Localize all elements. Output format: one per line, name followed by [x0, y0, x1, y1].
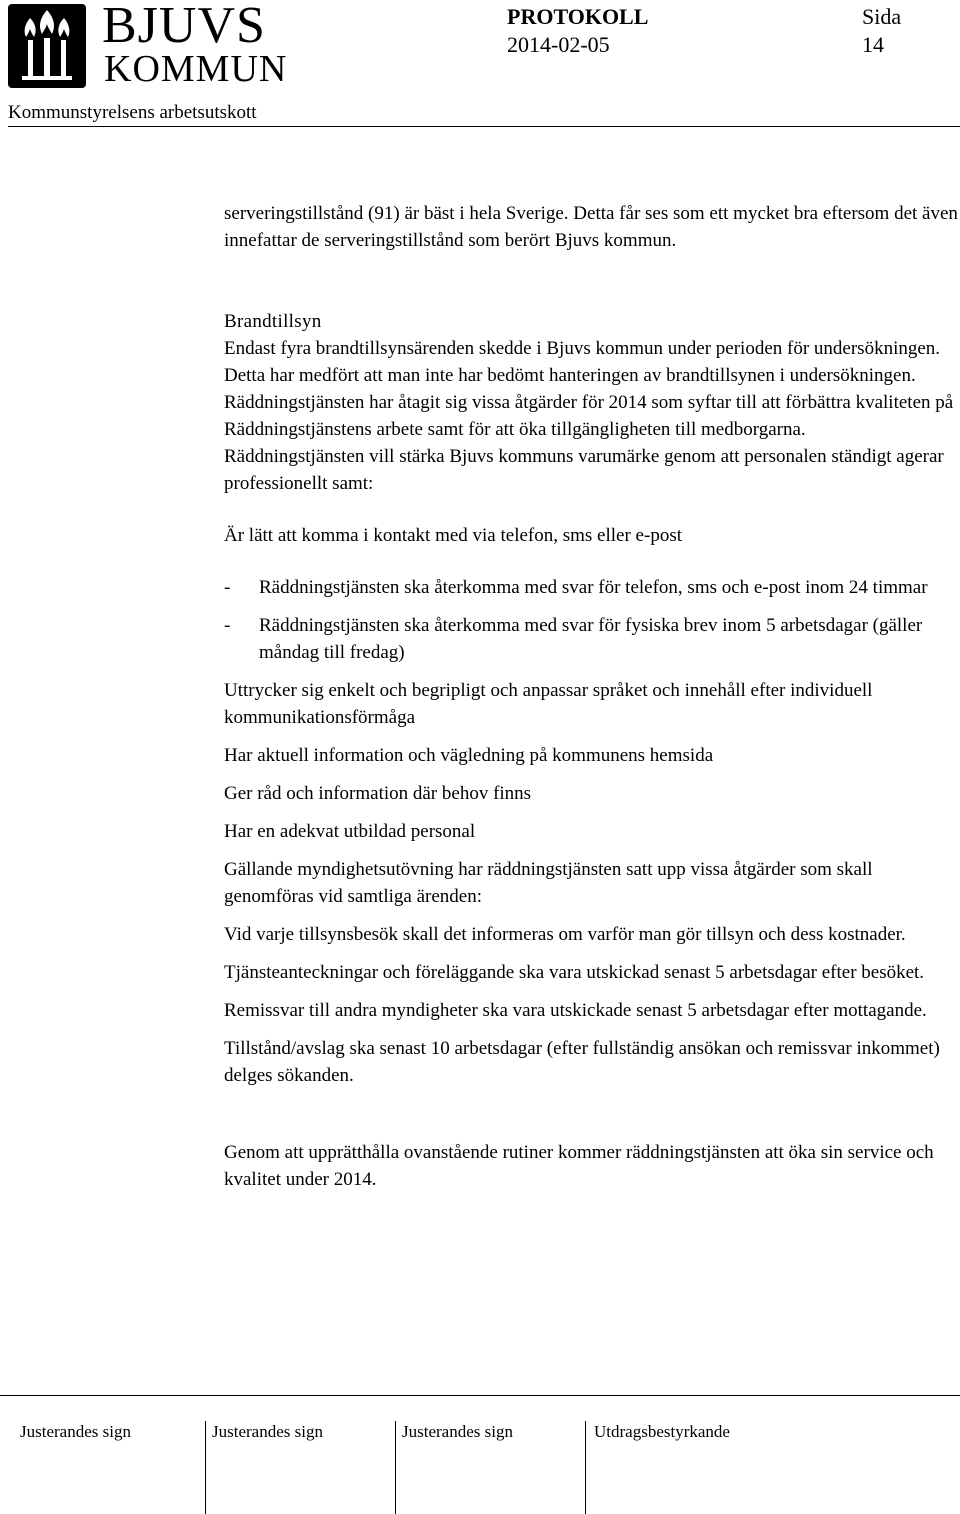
document-type: PROTOKOLL	[507, 4, 649, 29]
section-heading: Brandtillsyn	[224, 311, 322, 332]
statement: Remissvar till andra myndigheter ska vara utskickade senast 5 arbetsdagar efter mottagande.	[224, 1000, 927, 1021]
list-item-text: Räddningstjänsten ska återkomma med svar för telefon, sms och e-post inom 24 timmar	[259, 577, 928, 598]
statement: Har aktuell information och vägledning på kommunens hemsida	[224, 745, 714, 766]
header-divider	[8, 126, 960, 127]
statement: Ger råd och information där behov finns	[224, 783, 532, 804]
paragraph: Endast fyra brandtillsynsärenden skedde i Bjuvs kommun under perioden för undersökningen. Detta har medfört att man inte har bedömt hanteringen av brandtillsynen i undersökningen.	[224, 338, 941, 386]
intro-paragraph: serveringstillstånd (91) är bäst i hela Sverige. Detta får ses som ett mycket bra eftersom det även innefattar de serveringstillstånd som berört Bjuvs kommun.	[224, 203, 958, 251]
signature-label: Justerandes sign	[20, 1422, 131, 1441]
closing-paragraph: Genom att upprätthålla ovanstående rutiner kommer räddningstjänsten att öka sin service och kvalitet under 2014.	[224, 1142, 934, 1190]
signature-divider	[205, 1421, 206, 1514]
signature-label: Utdragsbestyrkande	[594, 1422, 730, 1441]
footer-divider	[0, 1395, 960, 1396]
signature-divider	[395, 1421, 396, 1514]
document-body	[224, 200, 960, 1193]
signature-label: Justerandes sign	[212, 1422, 323, 1441]
statement: Har en adekvat utbildad personal	[224, 821, 476, 842]
statement: Vid varje tillsynsbesök skall det informeras om varför man gör tillsyn och dess kostnader.	[224, 924, 906, 945]
logo-text-bjuvs: BJUVS	[102, 0, 266, 54]
statement: Tjänsteanteckningar och föreläggande ska vara utskickad senast 5 arbetsdagar efter besöket.	[224, 962, 925, 983]
list-dash: -	[224, 615, 231, 636]
logo-text-kommun: KOMMUN	[104, 48, 288, 90]
committee-name: Kommunstyrelsens arbetsutskott	[8, 102, 257, 123]
torch-emblem-icon	[8, 4, 86, 88]
page-header	[0, 0, 960, 130]
statement: Gällande myndighetsutövning har räddningstjänsten satt upp vissa åtgärder som skall genomföras vid samtliga ärenden:	[224, 859, 873, 907]
page-label: Sida	[862, 4, 902, 29]
list-item	[224, 612, 960, 666]
signature-label: Justerandes sign	[402, 1422, 513, 1441]
bjuvs-kommun-logo	[8, 0, 288, 90]
contact-statement: Är lätt att komma i kontakt med via telefon, sms eller e-post	[224, 525, 682, 546]
statement: Tillstånd/avslag ska senast 10 arbetsdagar (efter fullständig ansökan och remissvar inkommet) delges sökanden.	[224, 1038, 940, 1086]
paragraph: Räddningstjänsten har åtagit sig vissa åtgärder för 2014 som syftar till att förbättra kvaliteten på Räddningstjänstens arbete samt för att öka tillgängligheten till medborgarna.	[224, 392, 954, 440]
list-item	[224, 574, 960, 601]
paragraph: Räddningstjänsten vill stärka Bjuvs kommuns varumärke genom att personalen ständigt agerar professionellt samt:	[224, 446, 944, 494]
page-number: 14	[862, 32, 884, 57]
list-item-text: Räddningstjänsten ska återkomma med svar för fysiska brev inom 5 arbetsdagar (gäller måndag till fredag)	[259, 615, 923, 663]
document-date: 2014-02-05	[507, 32, 610, 57]
signature-divider	[585, 1421, 586, 1514]
signature-footer	[0, 1395, 960, 1514]
statement: Uttrycker sig enkelt och begripligt och anpassar språket och innehåll efter individuell kommunikationsförmåga	[224, 680, 873, 728]
list-dash: -	[224, 577, 231, 598]
